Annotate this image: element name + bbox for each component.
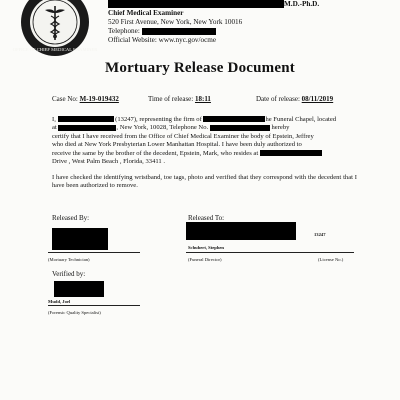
examiner-name: M.D.-Ph.D.: [108, 0, 388, 9]
redaction: [203, 116, 265, 122]
receiver-license-number: 13247: [314, 232, 326, 237]
redaction: [58, 116, 114, 122]
funeral-director-caption: (Funeral Director): [188, 257, 222, 262]
redaction: [58, 125, 116, 131]
verifier-name: Mudd, Joel: [48, 299, 71, 304]
redaction: [52, 228, 108, 250]
released-by-label: Released By:: [52, 214, 90, 222]
signature-line: [48, 305, 140, 306]
signature-line: [48, 252, 140, 253]
ocme-seal: [12, 0, 98, 60]
redaction: [108, 0, 284, 8]
office-telephone: Telephone:: [108, 27, 388, 36]
office-website: Official Website: www.nyc.gov/ocme: [108, 36, 217, 44]
seal-text: OFFICE OF CHIEF MEDICAL EXAMINER: [12, 47, 98, 52]
verified-by-label: Verified by:: [52, 270, 86, 278]
redaction: [54, 281, 104, 297]
license-number-caption: (License No.): [318, 257, 344, 262]
mortuary-technician-caption: (Mortuary Technician): [48, 257, 90, 262]
date-of-release: Date of release: 08/11/2019: [256, 95, 334, 103]
receiver-name: Schubert, Stephen: [188, 245, 224, 250]
letterhead: [108, 0, 388, 45]
document-title: Mortuary Release Document: [105, 60, 295, 76]
released-to-label: Released To:: [188, 214, 225, 222]
office-address: 520 First Avenue, New York, New York 10016: [108, 18, 243, 26]
redaction: [210, 125, 270, 131]
redaction: [142, 28, 216, 35]
signature-line: [186, 252, 354, 253]
examiner-title: Chief Medical Examiner: [108, 9, 184, 17]
certification-paragraph: I, (13247), representing the firm of he Funeral Chapel, located at , New York, 10028, Telephone No. hereby certify that I have received from the Office of Chief Medical Examiner the body of Epstein, Jeffrey who died at New York Presbyterian Lower Manhattan Hospital. I have been duly authorized to receive the same by the brother of the decedent, Epstein, Mark, who resides at Drive , West Palm Beach , Florida, 33411 .: [52, 116, 337, 166]
time-of-release: Time of release: 18:11: [148, 95, 211, 103]
redaction: [186, 222, 296, 240]
verification-paragraph: I have checked the identifying wristband, toe tags, photo and verified that they correspond with the decedent that I have been authorized to remove.: [52, 174, 357, 190]
redaction: [260, 150, 322, 156]
forensic-specialist-caption: (Forensic Quality Specialist): [48, 310, 101, 315]
case-number: Case No: M-19-019432: [52, 95, 119, 103]
